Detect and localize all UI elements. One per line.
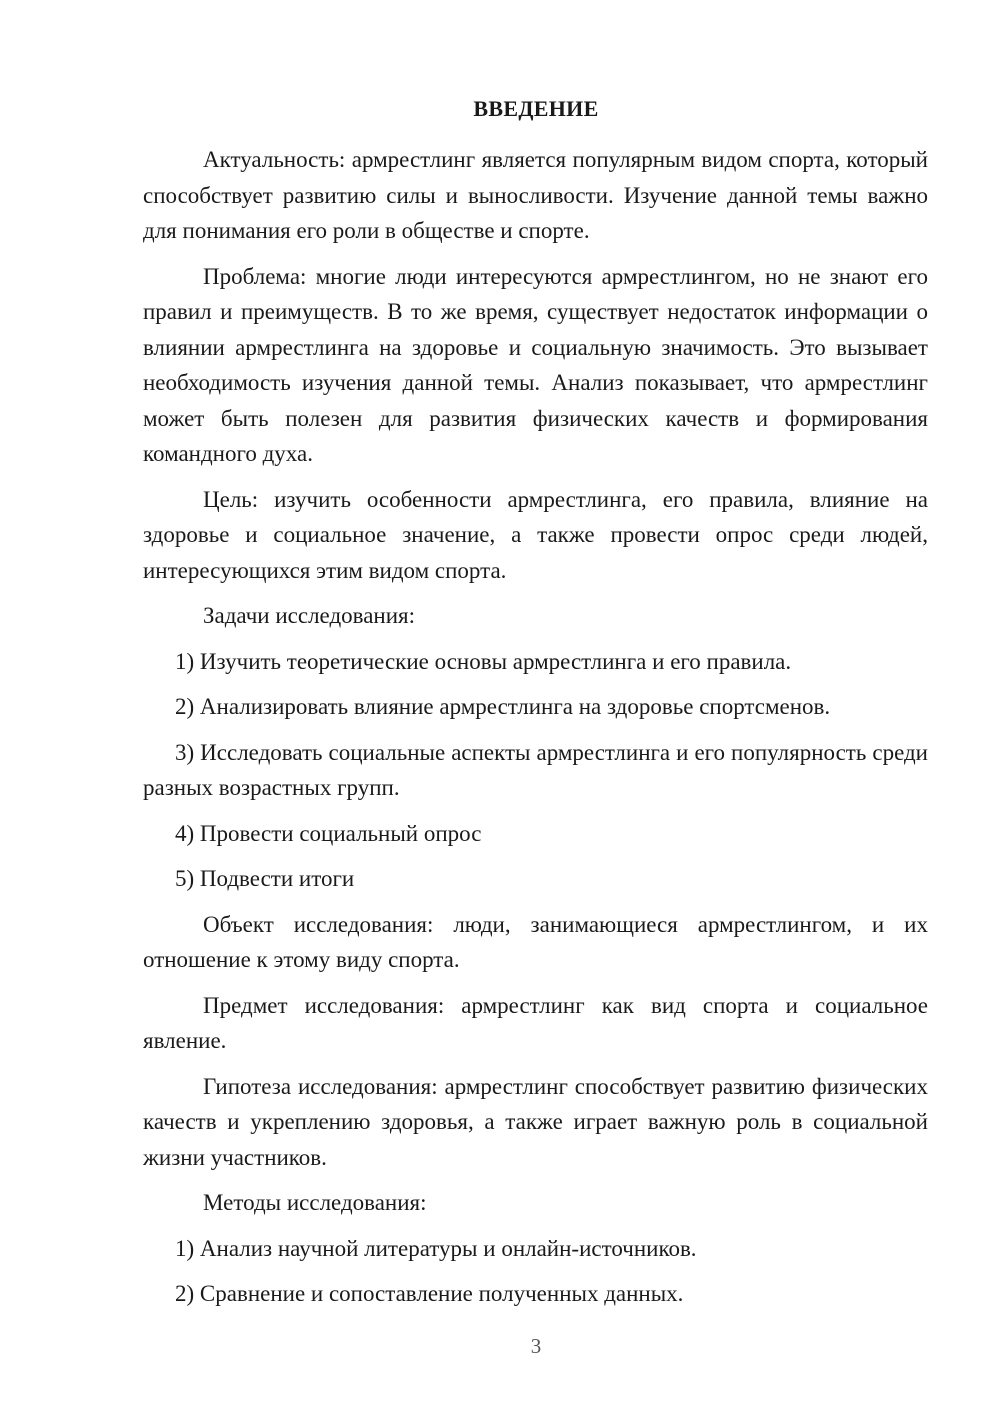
document-body	[143, 142, 928, 1322]
page-number: 3	[530, 1334, 542, 1358]
paragraph-object: Объект исследования: люди, занимающиеся армрестлингом, и их отношение к этому виду спорта.	[143, 911, 928, 972]
paragraph-tasks-heading: Задачи исследования:	[203, 603, 416, 628]
list-item-method-1: 1) Анализ научной литературы и онлайн-источников.	[175, 1235, 697, 1261]
paragraph-goal: Цель: изучить особенности армрестлинга, его правила, влияние на здоровье и социальное значение, а также провести опрос среди людей, интересующихся этим видом спорта.	[143, 486, 928, 583]
paragraph-subject: Предмет исследования: армрестлинг как вид спорта и социальное явление.	[143, 992, 928, 1053]
list-item-task-3: 3) Исследовать социальные аспекты армрестлинга и его популярность среди разных возрастных групп.	[143, 739, 928, 800]
paragraph-problem: Проблема: многие люди интересуются армрестлингом, но не знают его правил и преимуществ. В то же время, существует недостаток информации о влиянии армрестлинга на здоровье и социальную значимость. Это вызывает необходимость изучения данной темы. Анализ показывает, что армрестлинг может быть полезен для развития физических качеств и формирования командного духа.	[143, 263, 928, 466]
paragraph-methods-heading: Методы исследования:	[203, 1190, 427, 1215]
list-item-task-1: 1) Изучить теоретические основы армрестлинга и его правила.	[175, 648, 792, 674]
list-item-task-4: 4) Провести социальный опрос	[175, 820, 482, 846]
list-item-task-2: 2) Анализировать влияние армрестлинга на здоровье спортсменов.	[175, 694, 831, 719]
paragraph-relevance: Актуальность: армрестлинг является популярным видом спорта, который способствует развитию силы и выносливости. Изучение данной темы важно для понимания его роли в обществе и спорте.	[143, 147, 928, 243]
page-title: ВВЕДЕНИЕ	[473, 96, 599, 121]
list-item-method-2: 2) Сравнение и сопоставление полученных данных.	[175, 1281, 684, 1306]
paragraph-hypothesis: Гипотеза исследования: армрестлинг способствует развитию физических качеств и укреплению здоровья, а также играет важную роль в социальной жизни участников.	[143, 1073, 928, 1170]
list-item-task-5: 5) Подвести итоги	[175, 866, 355, 891]
